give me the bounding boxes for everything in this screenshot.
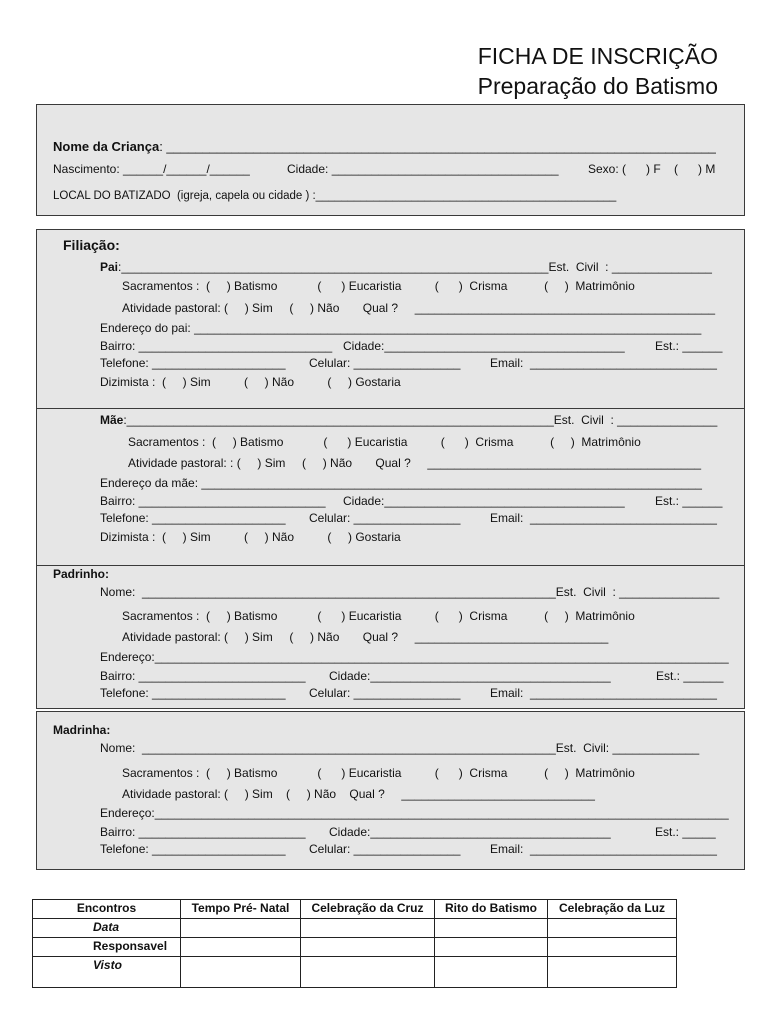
table-cell[interactable] xyxy=(181,938,301,957)
mother-name-field[interactable] xyxy=(100,413,717,428)
godmother-heading: Madrinha: xyxy=(53,723,111,737)
mother-sacraments-field[interactable]: Sacramentos : ( ) Batismo ( ) Eucaristia ( ) Crisma ( ) Matrimônio xyxy=(128,435,641,449)
child-name-field[interactable] xyxy=(53,139,716,154)
table-cell[interactable] xyxy=(548,919,677,938)
filiation-heading: Filiação: xyxy=(63,237,120,253)
encounters-table xyxy=(32,899,677,988)
table-cell[interactable] xyxy=(435,957,548,988)
godfather-neighborhood-field[interactable]: Bairro: _________________________ xyxy=(100,669,306,683)
mother-email-field[interactable]: Email: ____________________________ xyxy=(490,511,717,525)
godfather-sacraments-field[interactable]: Sacramentos : ( ) Batismo ( ) Eucaristia ( ) Crisma ( ) Matrimônio xyxy=(122,609,635,623)
mother-tithe-field[interactable]: Dizimista : ( ) Sim ( ) Não ( ) Gostaria xyxy=(100,530,401,544)
baptism-place-field[interactable]: LOCAL DO BATIZADO (igreja, capela ou cidade ) :_______________________________________________ xyxy=(53,190,617,202)
godfather-state-field[interactable]: Est.: ______ xyxy=(656,669,724,683)
table-row xyxy=(33,957,677,988)
birth-date-field[interactable]: Nascimento: ______/______/______ xyxy=(53,162,250,176)
godmother-sacraments-field[interactable]: Sacramentos : ( ) Batismo ( ) Eucaristia ( ) Crisma ( ) Matrimônio xyxy=(122,766,635,780)
godmother-pastoral-field[interactable]: Atividade pastoral: ( ) Sim ( ) Não Qual ? _____________________________ xyxy=(122,787,595,801)
godfather-city-field[interactable]: Cidade:____________________________________ xyxy=(329,669,611,683)
row-label-data: Data xyxy=(33,919,181,938)
child-name-label: Nome da Criança xyxy=(53,139,160,154)
godfather-mobile-field[interactable]: Celular: ________________ xyxy=(309,686,461,700)
mother-pastoral-field[interactable]: Atividade pastoral: : ( ) Sim ( ) Não Qual ? _________________________________________ xyxy=(128,456,702,470)
father-sacraments-field[interactable]: Sacramentos : ( ) Batismo ( ) Eucaristia ( ) Crisma ( ) Matrimônio xyxy=(122,279,635,293)
table-cell[interactable] xyxy=(435,938,548,957)
table-cell[interactable] xyxy=(301,919,435,938)
table-cell[interactable] xyxy=(548,957,677,988)
father-phone-field[interactable]: Telefone: ____________________ xyxy=(100,356,286,370)
table-cell[interactable] xyxy=(435,919,548,938)
godmother-neighborhood-field[interactable]: Bairro: _________________________ xyxy=(100,825,306,839)
table-header-cell: Encontros xyxy=(33,900,181,919)
godfather-name-field[interactable]: Nome: ______________________________________________________________Est. Civil : _______________ xyxy=(100,585,720,599)
father-state-field[interactable]: Est.: ______ xyxy=(655,339,723,353)
father-address-field[interactable]: Endereço do pai: ____________________________________________________________________________ xyxy=(100,321,702,335)
table-header-cell: Rito do Batismo xyxy=(435,900,548,919)
godmother-phone-field[interactable]: Telefone: ____________________ xyxy=(100,842,286,856)
sex-field[interactable]: Sexo: ( ) F ( ) M xyxy=(588,162,716,176)
father-neighborhood-field[interactable]: Bairro: _____________________________ xyxy=(100,339,333,353)
father-city-field[interactable]: Cidade:____________________________________ xyxy=(343,339,625,353)
father-name-line: :________________________________________________________________Est. Civil : _______________ xyxy=(118,260,712,274)
godfather-heading: Padrinho: xyxy=(53,567,109,581)
godmother-state-field[interactable]: Est.: _____ xyxy=(655,825,716,839)
mother-address-field[interactable]: Endereço da mãe: ___________________________________________________________________________ xyxy=(100,476,702,490)
father-name-label: Pai xyxy=(100,260,119,274)
godmother-city-field[interactable]: Cidade:____________________________________ xyxy=(329,825,611,839)
table-cell[interactable] xyxy=(548,938,677,957)
row-label-visto: Visto xyxy=(33,957,181,988)
row-label-responsavel: Responsavel xyxy=(33,938,181,957)
form-subtitle: Preparação do Batismo xyxy=(477,73,718,99)
table-header-cell: Tempo Pré- Natal xyxy=(181,900,301,919)
table-row xyxy=(33,919,677,938)
child-city-field[interactable]: Cidade: __________________________________ xyxy=(287,162,559,176)
mother-mobile-field[interactable]: Celular: ________________ xyxy=(309,511,461,525)
father-pastoral-field[interactable]: Atividade pastoral: ( ) Sim ( ) Não Qual ? _____________________________________________ xyxy=(122,301,716,315)
godmother-mobile-field[interactable]: Celular: ________________ xyxy=(309,842,461,856)
godmother-email-field[interactable]: Email: ____________________________ xyxy=(490,842,717,856)
father-name-field[interactable] xyxy=(100,260,712,275)
table-header-row xyxy=(33,900,677,919)
form-title: FICHA DE INSCRIÇÃO xyxy=(477,43,718,69)
father-mobile-field[interactable]: Celular: ________________ xyxy=(309,356,461,370)
godmother-address-field[interactable]: Endereço:______________________________________________________________________________________ xyxy=(100,806,729,820)
mother-name-label: Mãe xyxy=(100,413,124,427)
child-name-line: : ____________________________________________________________________________ xyxy=(159,139,716,154)
mother-city-field[interactable]: Cidade:____________________________________ xyxy=(343,494,625,508)
table-cell[interactable] xyxy=(181,919,301,938)
godfather-phone-field[interactable]: Telefone: ____________________ xyxy=(100,686,286,700)
table-cell[interactable] xyxy=(301,957,435,988)
father-tithe-field[interactable]: Dizimista : ( ) Sim ( ) Não ( ) Gostaria xyxy=(100,375,401,389)
table-cell[interactable] xyxy=(181,957,301,988)
table-header-cell: Celebração da Cruz xyxy=(301,900,435,919)
mother-name-line: :________________________________________________________________Est. Civil : _______________ xyxy=(123,413,718,427)
godfather-email-field[interactable]: Email: ____________________________ xyxy=(490,686,717,700)
mother-neighborhood-field[interactable]: Bairro: ____________________________ xyxy=(100,494,326,508)
godmother-name-field[interactable]: Nome: ______________________________________________________________Est. Civil: _____________ xyxy=(100,741,700,755)
father-email-field[interactable]: Email: ____________________________ xyxy=(490,356,717,370)
table-header-cell: Celebração da Luz xyxy=(548,900,677,919)
mother-phone-field[interactable]: Telefone: ____________________ xyxy=(100,511,286,525)
table-cell[interactable] xyxy=(301,938,435,957)
godfather-pastoral-field[interactable]: Atividade pastoral: ( ) Sim ( ) Não Qual ? _____________________________ xyxy=(122,630,609,644)
table-row xyxy=(33,938,677,957)
godfather-address-field[interactable]: Endereço:______________________________________________________________________________________ xyxy=(100,650,729,664)
mother-state-field[interactable]: Est.: ______ xyxy=(655,494,723,508)
